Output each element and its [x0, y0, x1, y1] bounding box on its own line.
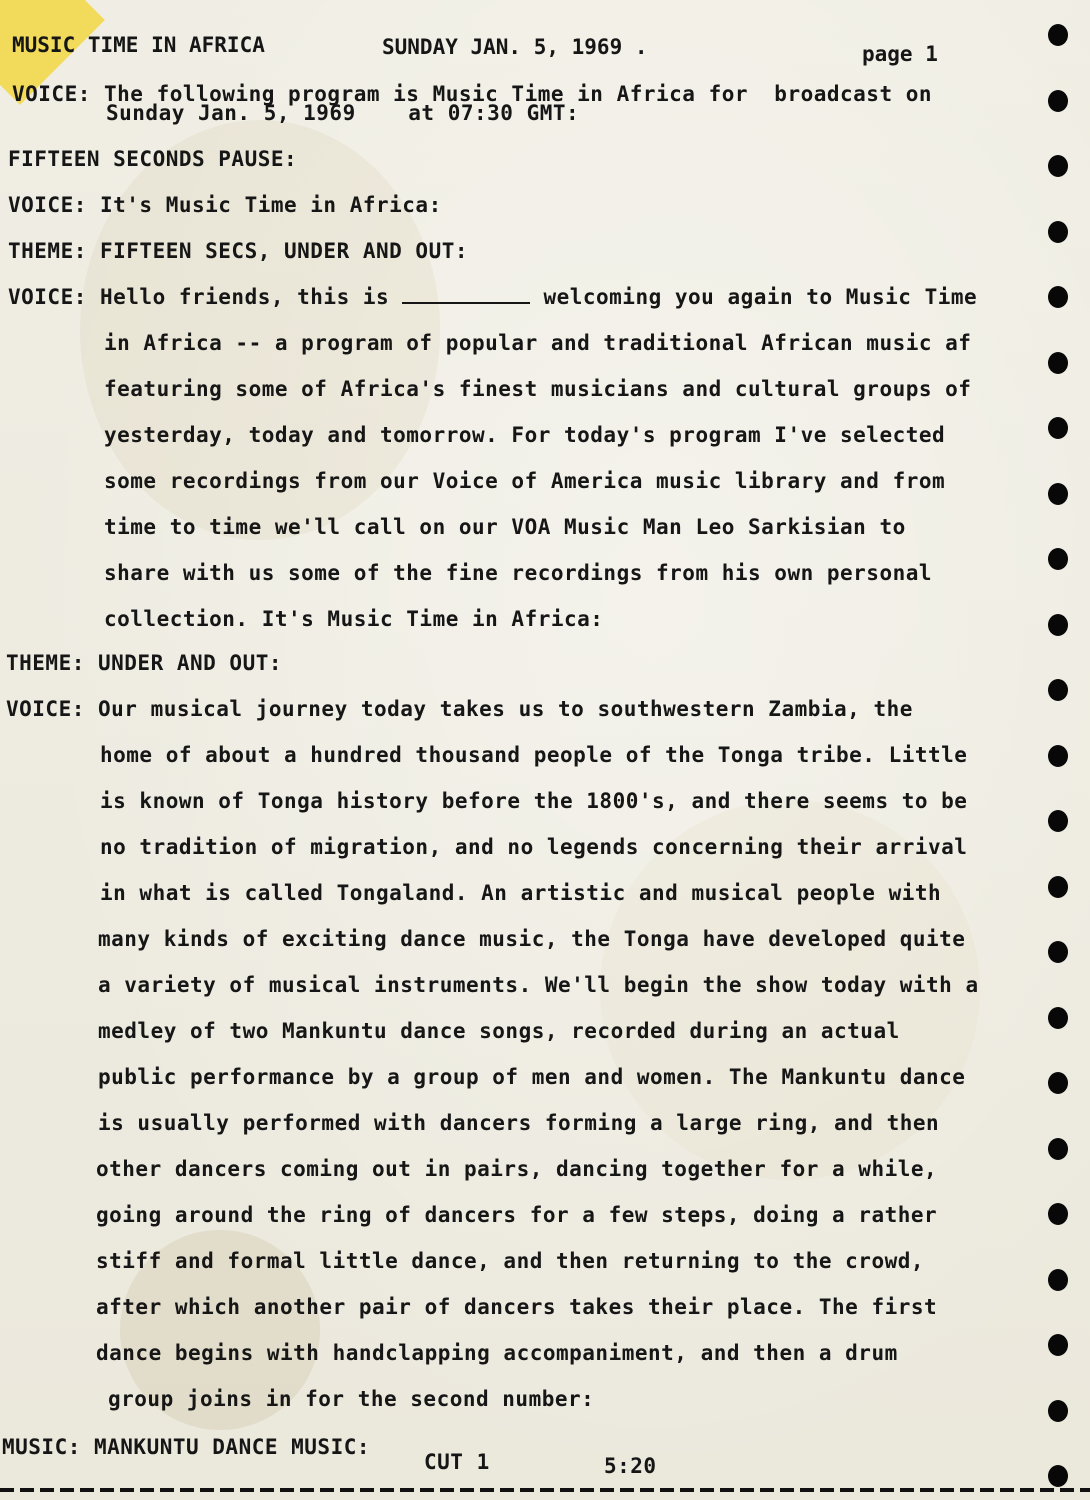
script-line: other dancers coming out in pairs, dancing together for a while, — [96, 1157, 938, 1181]
tractor-feed-hole — [1048, 1138, 1068, 1160]
tractor-feed-hole — [1048, 614, 1068, 636]
tractor-feed-hole — [1048, 1072, 1068, 1094]
script-line: medley of two Mankuntu dance songs, recorded during an actual — [98, 1019, 900, 1043]
script-line: featuring some of Africa's finest musicians and cultural groups of — [104, 377, 972, 401]
tractor-feed-hole — [1048, 941, 1068, 963]
tractor-feed-hole — [1048, 417, 1068, 439]
script-line: is usually performed with dancers forming a large ring, and then — [98, 1111, 940, 1135]
script-line: THEME: FIFTEEN SECS, UNDER AND OUT: — [8, 239, 469, 263]
script-line: VOICE: Our musical journey today takes us to southwestern Zambia, the — [6, 697, 913, 721]
broadcast-date: SUNDAY JAN. 5, 1969 . — [382, 35, 648, 59]
tractor-feed-hole — [1048, 548, 1068, 570]
tractor-feed-hole — [1048, 876, 1068, 898]
music-cue-cut: CUT 1 — [424, 1450, 490, 1474]
tractor-feed-hole — [1048, 1465, 1068, 1487]
tractor-feed-hole — [1048, 1269, 1068, 1291]
tractor-feed-hole — [1048, 24, 1068, 46]
script-line: some recordings from our Voice of America music library and from — [104, 469, 946, 493]
script-line: many kinds of exciting dance music, the Tonga have developed quite — [98, 927, 966, 951]
tractor-feed-hole — [1048, 286, 1068, 308]
script-line: Sunday Jan. 5, 1969 at 07:30 GMT: — [106, 101, 580, 125]
script-line: share with us some of the fine recordings from his own personal — [104, 561, 933, 585]
tractor-feed-strip — [1030, 0, 1090, 1500]
script-line: VOICE: The following program is Music Time in Africa for broadcast on — [12, 82, 933, 106]
tractor-feed-hole — [1048, 810, 1068, 832]
script-line: going around the ring of dancers for a few steps, doing a rather — [96, 1203, 938, 1227]
page-number: page 1 — [862, 42, 938, 66]
tractor-feed-hole — [1048, 1203, 1068, 1225]
script-line: collection. It's Music Time in Africa: — [104, 607, 604, 631]
voice-intro-start: VOICE: Hello friends, this is — [8, 285, 403, 309]
tractor-feed-hole — [1048, 221, 1068, 243]
script-line: yesterday, today and tomorrow. For today's program I've selected — [104, 423, 946, 447]
tractor-feed-hole — [1048, 483, 1068, 505]
script-line: in Africa -- a program of popular and traditional African music af — [104, 331, 972, 355]
script-line: after which another pair of dancers takes their place. The first — [96, 1295, 938, 1319]
tractor-feed-hole — [1048, 745, 1068, 767]
music-cue-label: MUSIC: MANKUNTU DANCE MUSIC: — [2, 1435, 371, 1459]
script-line: THEME: UNDER AND OUT: — [6, 651, 283, 675]
script-line: no tradition of migration, and no legends concerning their arrival — [100, 835, 968, 859]
script-line: VOICE: It's Music Time in Africa: — [8, 193, 442, 217]
perforation-line — [0, 1488, 1090, 1492]
voice-intro-line — [8, 285, 977, 309]
script-line: is known of Tonga history before the 1800's, and there seems to be — [100, 789, 968, 813]
script-line: dance begins with handclapping accompaniment, and then a drum — [96, 1341, 898, 1365]
script-line: in what is called Tongaland. An artistic and musical people with — [100, 881, 942, 905]
tractor-feed-hole — [1048, 1334, 1068, 1356]
script-line: FIFTEEN SECONDS PAUSE: — [8, 147, 298, 171]
script-line: time to time we'll call on our VOA Music Man Leo Sarkisian to — [104, 515, 906, 539]
script-line: public performance by a group of men and women. The Mankuntu dance — [98, 1065, 966, 1089]
script-line: home of about a hundred thousand people of the Tonga tribe. Little — [100, 743, 968, 767]
script-line: a variety of musical instruments. We'll begin the show today with a — [98, 973, 979, 997]
tractor-feed-hole — [1048, 90, 1068, 112]
voice-intro-end: welcoming you again to Music Time — [530, 285, 978, 309]
tractor-feed-hole — [1048, 679, 1068, 701]
tractor-feed-hole — [1048, 155, 1068, 177]
host-name-blank — [402, 286, 530, 304]
script-line: stiff and formal little dance, and then returning to the crowd, — [96, 1249, 925, 1273]
tractor-feed-hole — [1048, 352, 1068, 374]
tractor-feed-hole — [1048, 1400, 1068, 1422]
tractor-feed-hole — [1048, 1007, 1068, 1029]
script-line: group joins in for the second number: — [108, 1387, 595, 1411]
music-cue-time: 5:20 — [604, 1454, 657, 1478]
program-title: MUSIC TIME IN AFRICA — [12, 33, 265, 57]
